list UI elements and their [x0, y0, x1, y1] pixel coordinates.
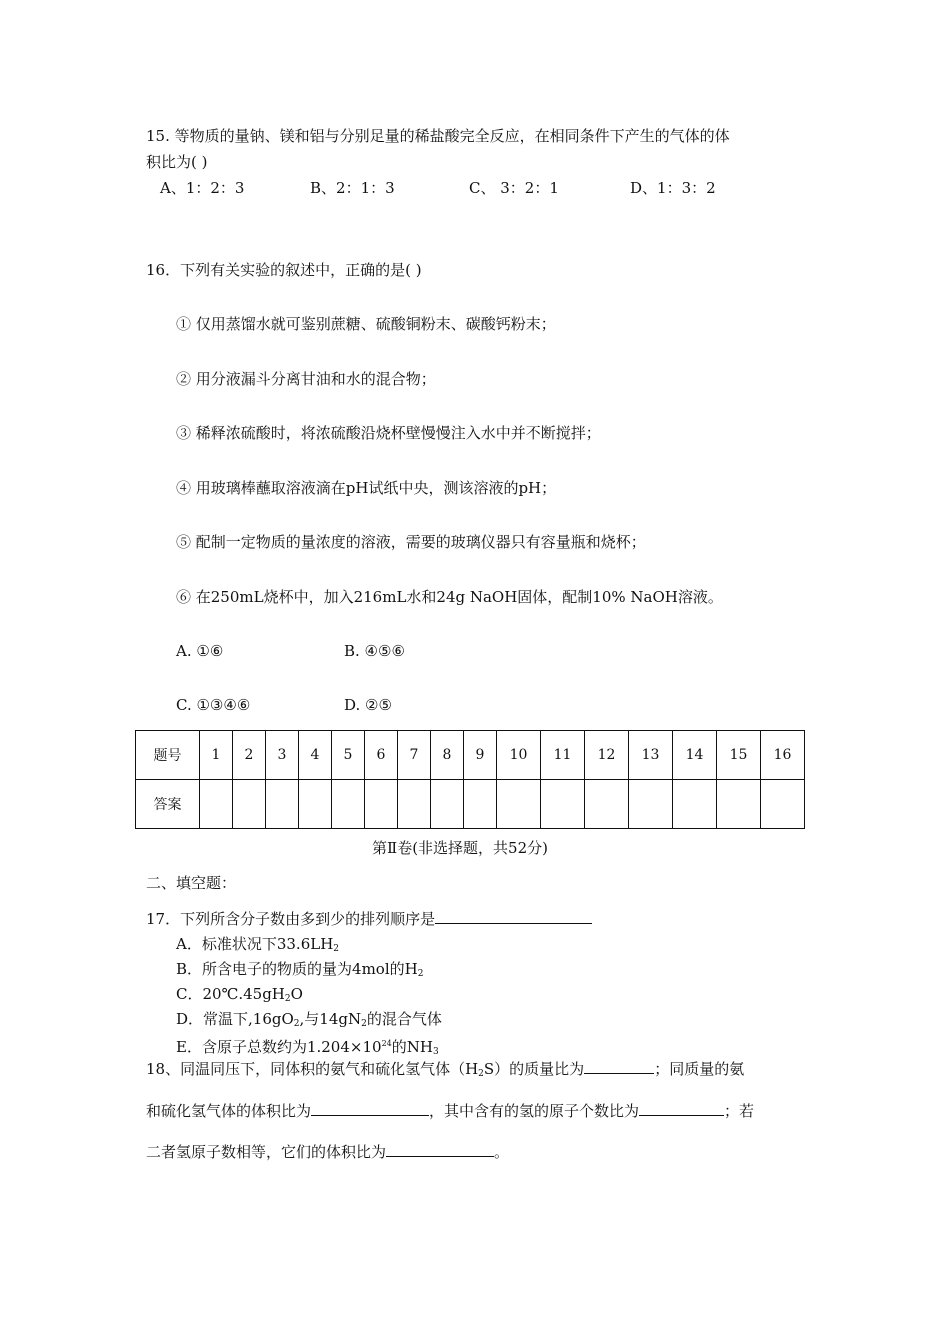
table-number-cell: 11 — [541, 731, 585, 780]
q16-item-4: ④ 用玻璃棒蘸取溶液滴在pH试纸中央，测该溶液的pH； — [176, 479, 557, 497]
q15-option-a: A、1：2：3 — [160, 179, 245, 197]
answer-cell[interactable] — [585, 780, 629, 829]
table-number-cell: 9 — [464, 731, 497, 780]
table-number-cell: 2 — [233, 731, 266, 780]
q15-line2: 积比为( ) — [146, 153, 208, 171]
q17-option-d: D．常温下$,16gO_2$,与$14gN_2$的混合气体 — [176, 1010, 442, 1029]
answer-cell[interactable] — [398, 780, 431, 829]
table-number-cell: 5 — [332, 731, 365, 780]
q18-blank-hydrogen-ratio[interactable] — [639, 1101, 724, 1116]
answer-cell[interactable] — [761, 780, 805, 829]
section-heading: 二、填空题： — [146, 874, 237, 892]
answer-cell[interactable] — [233, 780, 266, 829]
answer-cell[interactable] — [629, 780, 673, 829]
q15-option-c: C、 3：2：1 — [469, 179, 559, 197]
answer-cell[interactable] — [266, 780, 299, 829]
answer-cell[interactable] — [464, 780, 497, 829]
q15-option-b: B、2：1：3 — [310, 179, 395, 197]
table-number-cell: 12 — [585, 731, 629, 780]
table-answer-label: 答案 — [136, 780, 200, 829]
q18-line1: 18、同温同压下，同体积的氨气和硫化氢气体$(H_2S)$的质量比为 ；同质量的氨 — [146, 1060, 745, 1079]
q18-blank-volume-ratio[interactable] — [311, 1101, 429, 1116]
q17-answer-blank[interactable] — [435, 909, 592, 924]
answer-cell[interactable] — [200, 780, 233, 829]
table-row-answers — [136, 780, 805, 829]
q16-item-3: ③ 稀释浓硫酸时，将浓硫酸沿烧杯壁慢慢注入水中并不断搅拌； — [176, 424, 601, 442]
section-title: 第Ⅱ卷(非选择题，共52分) — [372, 839, 548, 857]
table-number-cell: 4 — [299, 731, 332, 780]
q16-option-d: D. ②⑤ — [344, 696, 392, 714]
q16-option-a: A. ①⑥ — [176, 642, 224, 660]
table-header-label: 题号 — [136, 731, 200, 780]
q17-option-e: E．含原子总数约为$1.204\times 10^{24}$的$NH_3$ — [176, 1038, 439, 1057]
table-number-cell: 6 — [365, 731, 398, 780]
q16-option-b: B. ④⑤⑥ — [344, 642, 405, 660]
q16-item-5: ⑤ 配制一定物质的量浓度的溶液，需要的玻璃仪器只有容量瓶和烧杯； — [176, 533, 646, 551]
q17-option-c: C．$20℃.45gH_2O$ — [176, 985, 303, 1004]
q18-blank-equal-h-volume[interactable] — [386, 1142, 494, 1157]
answer-cell[interactable] — [365, 780, 398, 829]
answer-table — [135, 730, 805, 829]
q15-option-d: D、1：3：2 — [630, 179, 716, 197]
table-number-cell: 16 — [761, 731, 805, 780]
q16-option-c: C. ①③④⑥ — [176, 696, 251, 714]
table-number-cell: 14 — [673, 731, 717, 780]
answer-cell[interactable] — [332, 780, 365, 829]
table-number-cell: 10 — [497, 731, 541, 780]
q17-option-b: B．所含电子的物质的量为4mol的$H_2$ — [176, 960, 424, 979]
answer-cell[interactable] — [717, 780, 761, 829]
q15-line1: 15. 等物质的量钠、镁和铝与分别足量的稀盐酸完全反应，在相同条件下产生的气体的体 — [146, 127, 730, 145]
q17-stem — [146, 909, 592, 929]
answer-cell[interactable] — [497, 780, 541, 829]
q17-option-a: A．标准状况下$33.6LH_2$ — [176, 935, 340, 954]
answer-cell[interactable] — [431, 780, 464, 829]
q18-line3: 二者氢原子数相等，它们的体积比为 。 — [146, 1143, 510, 1161]
table-number-cell: 3 — [266, 731, 299, 780]
q16-item-6: ⑥ 在250mL烧杯中，加入216mL水和24g NaOH固体，配制10% NaOH溶液。 — [176, 588, 723, 606]
answer-cell[interactable] — [673, 780, 717, 829]
answer-cell[interactable] — [541, 780, 585, 829]
table-number-cell: 1 — [200, 731, 233, 780]
q16-item-2: ② 用分液漏斗分离甘油和水的混合物； — [176, 370, 436, 388]
q18-line2: 和硫化氢气体的体积比为 ，其中含有的氢的原子个数比为 ；若 — [146, 1102, 755, 1120]
q16-stem: 16．下列有关实验的叙述中，正确的是( ) — [146, 261, 422, 279]
table-number-cell: 7 — [398, 731, 431, 780]
q18-blank-mass-ratio[interactable] — [584, 1059, 654, 1074]
answer-cell[interactable] — [299, 780, 332, 829]
q17-stem-text: 17．下列所含分子数由多到少的排列顺序是 — [146, 910, 436, 928]
table-row-numbers — [136, 731, 805, 780]
q16-item-1: ① 仅用蒸馏水就可鉴别蔗糖、硫酸铜粉末、碳酸钙粉末； — [176, 315, 556, 333]
table-number-cell: 8 — [431, 731, 464, 780]
table-number-cell: 15 — [717, 731, 761, 780]
table-number-cell: 13 — [629, 731, 673, 780]
